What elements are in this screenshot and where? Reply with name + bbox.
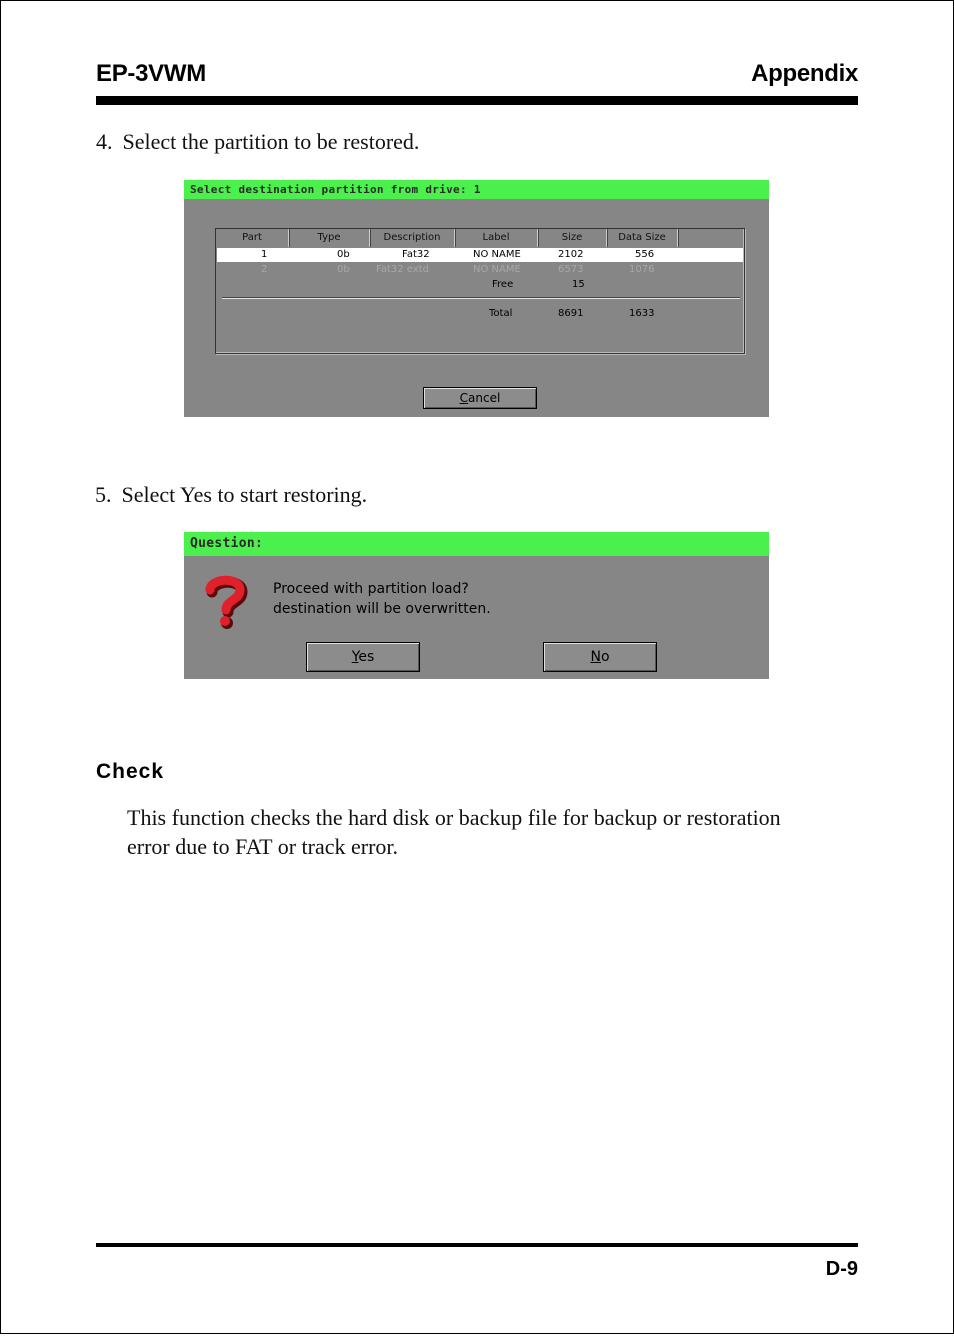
question-dialog [184,532,769,679]
step-4 [96,129,419,155]
cell-label: NO NAME [473,264,521,275]
cell-part: 2 [261,264,268,275]
header-rule [96,96,858,105]
yes-hotkey: Y [351,649,359,665]
table-divider [222,298,740,299]
total-row [217,307,743,321]
free-row [217,278,743,292]
question-mark-icon [200,572,248,630]
cancel-label-rest: ancel [468,391,501,405]
total-size: 8691 [558,308,584,319]
cell-size: 2102 [558,249,584,260]
section-body: This function checks the hard disk or backup file for backup or restoration error due to FAT or track error. [127,805,781,859]
no-hotkey: N [590,649,601,665]
total-label: Total [489,308,513,319]
column-header-label: Label [455,229,538,247]
partition-dialog [184,180,769,417]
free-size: 15 [572,279,585,290]
column-header-data-size: Data Size [607,229,678,247]
cell-part: 1 [261,249,268,260]
cell-type: 0b [337,249,350,260]
step-text: Select the partition to be restored. [122,129,420,154]
header-model: EP-3VWM [96,60,206,87]
cancel-hotkey: C [459,391,469,405]
column-header-type: Type [289,229,370,247]
step-5 [95,482,367,508]
total-data-size: 1633 [629,308,655,319]
question-line-1: Proceed with partition load? [273,581,469,597]
partition-table [215,228,745,354]
free-label: Free [492,279,514,290]
footer-rule [96,1243,858,1247]
page-number: D-9 [825,1258,858,1280]
cell-data-size: 1076 [629,264,655,275]
header-section: Appendix [751,60,858,87]
no-button[interactable] [543,642,657,672]
step-text: Select Yes to start restoring. [121,482,368,507]
question-line-2: destination will be overwritten. [273,601,491,617]
dialog-title: Select destination partition from drive: 1 [184,180,769,199]
cell-description: Fat32 extd [376,264,429,275]
cell-description: Fat32 [402,249,430,260]
column-header-part: Part [216,229,289,247]
no-label-rest: o [600,649,610,665]
yes-button[interactable] [306,642,420,672]
cell-type: 0b [337,264,350,275]
section-heading: Check [96,760,165,783]
step-number: 5. [95,482,112,507]
step-number: 4. [96,129,113,154]
dialog-title: Question: [184,532,769,556]
column-header-description: Description [370,229,455,247]
yes-label-rest: es [358,649,375,665]
column-header-size: Size [538,229,607,247]
cell-size: 6573 [558,264,584,275]
cell-data-size: 556 [635,249,655,260]
partition-row-2[interactable] [217,263,743,277]
partition-row-1[interactable] [217,248,743,262]
cancel-button[interactable] [423,387,537,409]
cell-label: NO NAME [473,249,521,260]
